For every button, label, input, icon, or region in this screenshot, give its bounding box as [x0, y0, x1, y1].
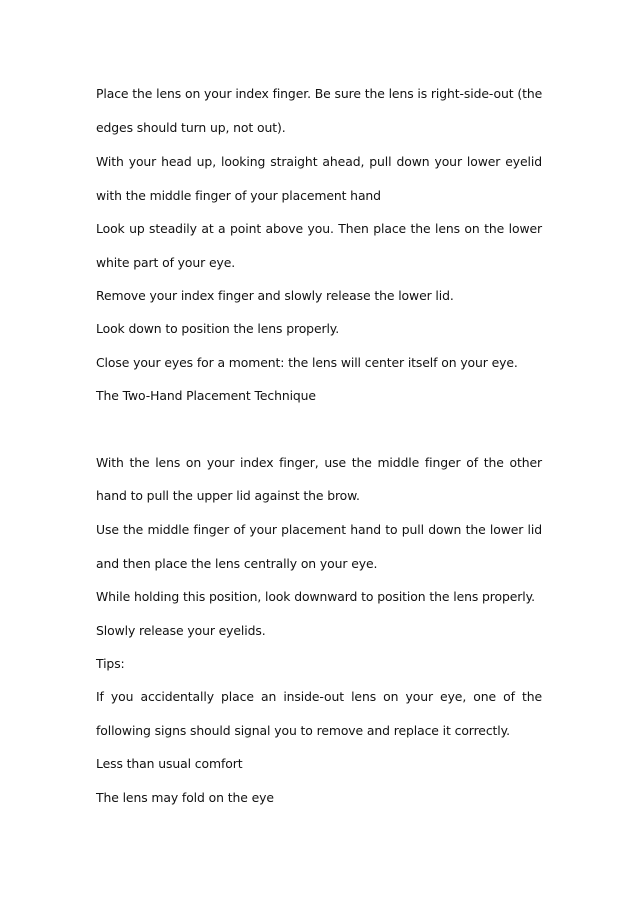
text-line: If you accidentally place an inside-out lens on your eye, one of the [96, 689, 542, 704]
text-line: Remove your index finger and slowly release the lower lid. [96, 288, 454, 303]
text-line: Look down to position the lens properly. [96, 321, 340, 336]
section-heading: The Two-Hand Placement Technique [96, 388, 316, 403]
text-line: edges should turn up, not out). [96, 120, 286, 135]
text-line: hand to pull the upper lid against the brow. [96, 488, 360, 503]
text-line: Close your eyes for a moment: the lens will center itself on your eye. [96, 355, 518, 370]
text-line: With the lens on your index finger, use the middle finger of the other [96, 455, 542, 470]
text-line: with the middle finger of your placement hand [96, 188, 381, 203]
text-line: Look up steadily at a point above you. Then place the lens on the lower [96, 221, 542, 236]
text-line: Use the middle finger of your placement hand to pull down the lower lid [96, 522, 542, 537]
tips-heading: Tips: [96, 656, 125, 671]
text-line: white part of your eye. [96, 255, 236, 270]
text-line: Place the lens on your index finger. Be sure the lens is right-side-out (the [96, 86, 543, 101]
text-line: following signs should signal you to remove and replace it correctly. [96, 723, 510, 738]
text-line: With your head up, looking straight ahead, pull down your lower eyelid [96, 154, 542, 169]
text-line: The lens may fold on the eye [96, 790, 274, 805]
text-line: Less than usual comfort [96, 756, 243, 771]
text-line: While holding this position, look downward to position the lens properly. [96, 589, 535, 604]
text-line: Slowly release your eyelids. [96, 623, 266, 638]
text-line: and then place the lens centrally on your eye. [96, 556, 378, 571]
